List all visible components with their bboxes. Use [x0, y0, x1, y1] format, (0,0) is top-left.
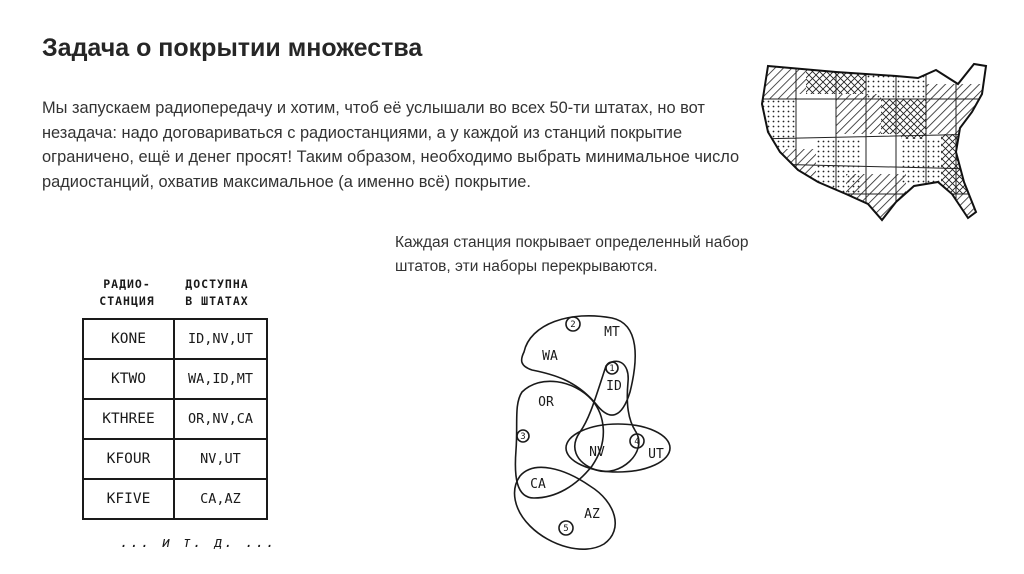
coverage-venn-diagram: [500, 300, 700, 560]
svg-text:2: 2: [570, 320, 576, 330]
slide-title: Задача о покрытии множества: [42, 34, 423, 62]
set-station-1: [575, 361, 639, 471]
intro-paragraph: Мы запускаем радиопередачу и хотим, чтоб её услышали во всех 50-ти штатах, но вот незадача: надо договариваться с радиостанциями, а у каждой из станций покрытие ограничено, ещё и денег просят! Таким образом, необходимо выбрать минимальное число радиостанций, охватив максимальное (а именно всё) покрытие.: [42, 99, 740, 191]
label-or: OR: [538, 395, 554, 410]
states-cell: WA,ID,MT: [187, 371, 254, 387]
svg-text:4: 4: [634, 437, 640, 447]
table-header-station: РАДИО- СТАНЦИЯ: [99, 277, 155, 308]
states-cell: OR,NV,CA: [187, 411, 254, 427]
table-etc: ... и т. д. ...: [120, 535, 277, 551]
table-row: [84, 360, 266, 400]
table-row: [84, 480, 266, 518]
station-cell: KTHREE: [84, 400, 175, 438]
svg-text:1: 1: [609, 364, 615, 374]
overlap-note: Каждая станция покрывает определенный набор штатов, эти наборы перекрываются.: [395, 234, 749, 275]
label-id: ID: [606, 379, 622, 394]
states-cell: CA,AZ: [200, 491, 241, 507]
station-cell: KFIVE: [84, 480, 175, 518]
svg-text:3: 3: [520, 432, 526, 442]
station-cell: KTWO: [84, 360, 175, 398]
table-header-states: ДОСТУПНА В ШТАТАХ: [185, 277, 249, 308]
states-cell: NV,UT: [200, 451, 241, 467]
label-az: AZ: [584, 507, 600, 522]
table-row: [84, 400, 266, 440]
label-ca: CA: [530, 477, 546, 492]
label-wa: WA: [542, 349, 558, 364]
station-cell: KONE: [84, 320, 175, 358]
stations-table: [82, 318, 268, 520]
us-map-sketch: [746, 54, 1016, 254]
table-row: [84, 440, 266, 480]
label-mt: MT: [604, 325, 620, 340]
states-cell: ID,NV,UT: [187, 331, 254, 347]
station-cell: KFOUR: [84, 440, 175, 478]
svg-text:5: 5: [563, 524, 569, 534]
label-ut: UT: [648, 447, 664, 462]
label-nv: NV: [589, 445, 605, 460]
table-row: [84, 320, 266, 360]
